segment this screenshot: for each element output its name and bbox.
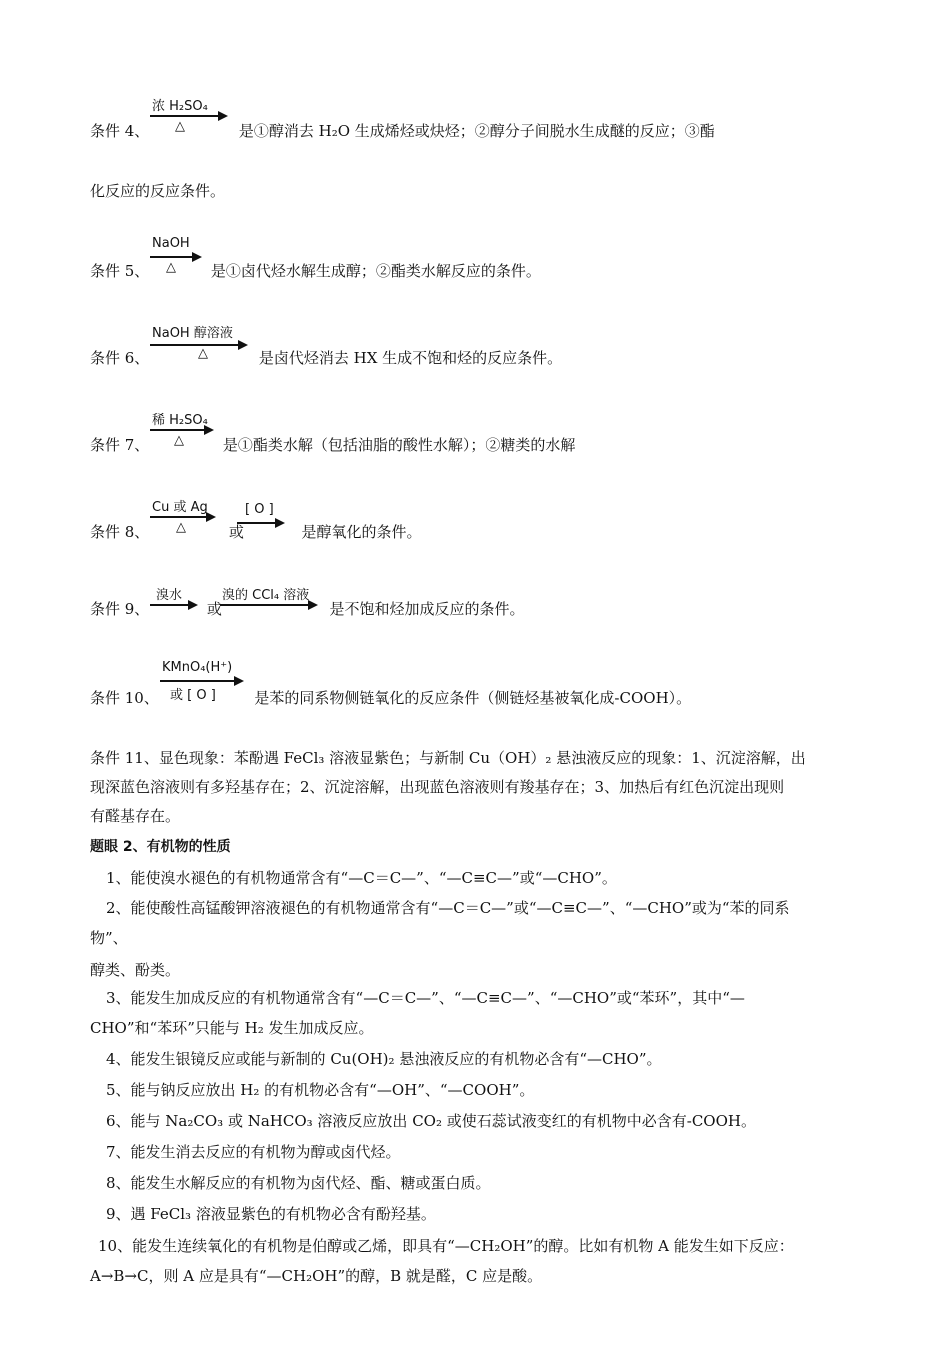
list-item: 7、能发生消去反应的有机物为醇或卤代烃。 [106, 1143, 401, 1161]
arrow-bottom-label: △ [175, 119, 185, 134]
arrow-bottom-label: △ [166, 260, 176, 275]
condition-text: 是卤代烃消去 HX 生成不饱和烃的反应条件。 [258, 349, 563, 367]
condition-label: 条件 5、 [90, 262, 150, 280]
condition-6-line [90, 348, 562, 368]
list-item: 2、能使酸性高锰酸钾溶液褪色的有机物通常含有“—C＝C—”或“—C≡C—”、“—CHO”或为“苯的同系 [106, 899, 790, 917]
or-text: 或 [228, 523, 244, 541]
condition-text: 是醇氧化的条件。 [301, 523, 422, 541]
condition-8-line [90, 522, 421, 542]
arrow-top-label: NaOH 醇溶液 [152, 326, 233, 341]
list-item: 10、能发生连续氧化的有机物是伯醇或乙烯，即具有“—CH₂OH”的醇。比如有机物 A 能发生如下反应： [98, 1237, 794, 1255]
text-line: 条件 11、显色现象：苯酚遇 FeCl₃ 溶液显紫色；与新制 Cu（OH）₂ 悬浊液反应的现象：1、沉淀溶解，出 [90, 749, 806, 767]
list-item: 9、遇 FeCl₃ 溶液显紫色的有机物必含有酚羟基。 [106, 1205, 436, 1223]
arrow-top-label: [ O ] [245, 502, 274, 517]
arrow-top-label: 稀 H₂SO₄ [152, 413, 208, 428]
condition-text: 是①酯类水解（包括油脂的酸性水解）；②糖类的水解 [222, 436, 576, 454]
condition-7-line [90, 435, 575, 455]
list-item: 3、能发生加成反应的有机物通常含有“—C＝C—”、“—C≡C—”、“—CHO”或“苯环”，其中“— [106, 989, 745, 1007]
arrow-top-label: 溴水 [156, 588, 183, 603]
arrow-top-label: KMnO₄(H⁺) [162, 660, 233, 675]
text-line: 现深蓝色溶液则有多羟基存在；2、沉淀溶解，出现蓝色溶液则有羧基存在；3、加热后有红色沉淀出现则 [90, 778, 785, 796]
list-item: 1、能使溴水褪色的有机物通常含有“—C＝C—”、“—C≡C—”或“—CHO”。 [106, 869, 617, 887]
text-line: 有醛基存在。 [90, 807, 181, 825]
condition-label: 条件 6、 [90, 349, 150, 367]
list-item: 4、能发生银镜反应或能与新制的 Cu(OH)₂ 悬浊液反应的有机物必含有“—CHO”。 [106, 1050, 662, 1068]
arrow-bottom-label: △ [176, 520, 186, 535]
list-item-continuation: A→B→C，则 A 应是具有“—CH₂OH”的醇，B 就是醛，C 应是酸。 [90, 1267, 543, 1285]
condition-label: 条件 4、 [90, 122, 150, 140]
list-item: 5、能与钠反应放出 H₂ 的有机物必含有“—OH”、“—COOH”。 [106, 1081, 535, 1099]
condition-9-line [90, 599, 524, 619]
list-item-continuation: CHO”和“苯环”只能与 H₂ 发生加成反应。 [90, 1019, 374, 1037]
section-title: 题眼 2、有机物的性质 [90, 839, 231, 855]
list-item-continuation: 醇类、酚类。 [90, 961, 181, 979]
arrow-bottom-label: △ [198, 346, 208, 361]
arrow-bottom-label: 或 [ O ] [170, 688, 216, 703]
arrow-bottom-label: △ [174, 433, 184, 448]
condition-text: 是苯的同系物侧链氧化的反应条件（侧链烃基被氧化成-COOH）。 [254, 689, 692, 707]
arrow-top-label: Cu 或 Ag [152, 500, 208, 515]
condition-label: 条件 9、 [90, 600, 150, 618]
condition-label: 条件 8、 [90, 523, 150, 541]
or-text: 或 [206, 600, 222, 618]
list-item: 8、能发生水解反应的有机物为卤代烃、酯、糖或蛋白质。 [106, 1174, 491, 1192]
condition-label: 条件 7、 [90, 436, 150, 454]
condition-10-line [90, 688, 691, 708]
condition-5-line [90, 261, 541, 281]
condition-4-line [90, 121, 715, 141]
condition-4-continuation: 化反应的反应条件。 [90, 182, 226, 200]
list-item: 6、能与 Na₂CO₃ 或 NaHCO₃ 溶液反应放出 CO₂ 或使石蕊试液变红的有机物中必含有-COOH。 [106, 1112, 756, 1130]
list-item-continuation: 物”、 [90, 929, 128, 947]
condition-text: 是①卤代烃水解生成醇；②酯类水解反应的条件。 [210, 262, 541, 280]
condition-11-paragraph [90, 744, 865, 831]
condition-text: 是不饱和烃加成反应的条件。 [329, 600, 525, 618]
arrow-top-label: 溴的 CCl₄ 溶液 [222, 588, 310, 603]
condition-label: 条件 10、 [90, 689, 159, 707]
arrow-top-label: 浓 H₂SO₄ [152, 99, 208, 114]
arrow-top-label: NaOH [152, 236, 190, 251]
condition-text: 是①醇消去 H₂O 生成烯烃或炔烃；②醇分子间脱水生成醚的反应；③酯 [238, 122, 715, 140]
